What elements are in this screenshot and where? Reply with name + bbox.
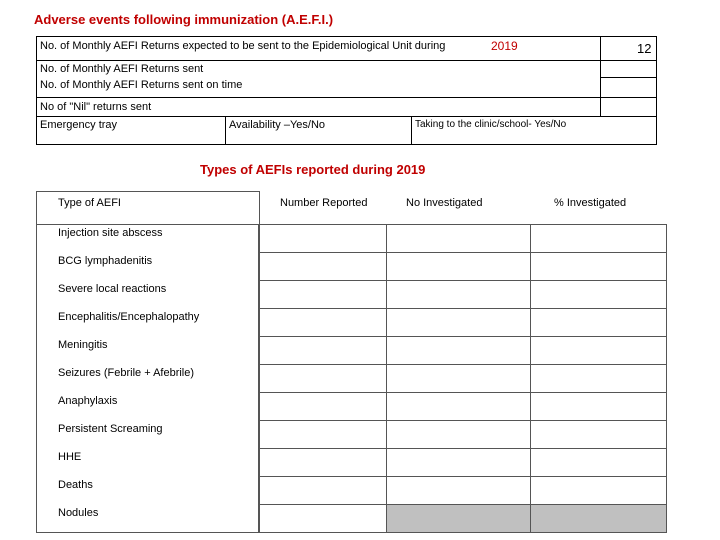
table-cell[interactable]	[530, 420, 667, 449]
header-type-of-aefi: Type of AEFI	[58, 197, 121, 209]
expected-returns-row	[36, 36, 657, 61]
table-cell[interactable]	[530, 336, 667, 365]
table-cell[interactable]	[530, 476, 667, 505]
emergency-tray-label: Emergency tray	[40, 119, 118, 131]
table-cell[interactable]	[258, 224, 387, 253]
table-row-label: Nodules	[58, 507, 99, 519]
returns-sent-label: No. of Monthly AEFI Returns sent	[40, 63, 204, 75]
table-cell[interactable]	[386, 392, 531, 421]
table-row-label: Anaphylaxis	[58, 395, 118, 407]
table-cell[interactable]	[530, 308, 667, 337]
table-row-label: Encephalitis/Encephalopathy	[58, 311, 200, 323]
aefi-table	[36, 191, 666, 535]
table-cell[interactable]	[530, 252, 667, 281]
table-cell[interactable]	[386, 448, 531, 477]
table-cell[interactable]	[386, 252, 531, 281]
table-row-label: Injection site abscess	[58, 227, 163, 239]
expected-returns-value: 12	[637, 41, 652, 56]
table-cell[interactable]	[258, 448, 387, 477]
table-cell[interactable]	[530, 280, 667, 309]
header-number-reported: Number Reported	[280, 197, 368, 209]
emergency-tray-row	[36, 116, 657, 145]
nil-returns-label: No of "Nil" returns sent	[40, 101, 152, 113]
table-cell[interactable]	[386, 308, 531, 337]
table-cell[interactable]	[258, 252, 387, 281]
table-cell[interactable]	[530, 504, 667, 533]
expected-year: 2019	[491, 39, 518, 53]
table-cell[interactable]	[386, 476, 531, 505]
table-row-label: Persistent Screaming	[58, 423, 163, 435]
table-cell[interactable]	[258, 280, 387, 309]
table-cell[interactable]	[386, 280, 531, 309]
header-percent-investigated: % Investigated	[554, 197, 627, 209]
table-row-label: Meningitis	[58, 339, 108, 351]
table-row-label: Severe local reactions	[58, 283, 167, 295]
availability-label: Availability –Yes/No	[229, 119, 326, 131]
table-cell[interactable]	[258, 504, 387, 533]
taking-to-clinic-label: Taking to the clinic/school- Yes/No	[415, 119, 567, 130]
table-cell[interactable]	[258, 392, 387, 421]
section-title: Types of AEFIs reported during 2019	[200, 162, 426, 177]
table-cell[interactable]	[258, 336, 387, 365]
table-cell[interactable]	[530, 392, 667, 421]
table-cell[interactable]	[386, 336, 531, 365]
returns-sent-row	[36, 60, 657, 98]
table-cell[interactable]	[386, 224, 531, 253]
table-cell[interactable]	[530, 224, 667, 253]
expected-returns-label: No. of Monthly AEFI Returns expected to be sent to the Epidemiological Unit during	[40, 40, 446, 52]
returns-on-time-label: No. of Monthly AEFI Returns sent on time	[40, 79, 243, 91]
nil-returns-row	[36, 97, 657, 117]
table-cell[interactable]	[386, 504, 531, 533]
page-title: Adverse events following immunization (A.E.F.I.)	[34, 12, 334, 27]
table-cell[interactable]	[258, 308, 387, 337]
table-row-label: BCG lymphadenitis	[58, 255, 153, 267]
header-no-investigated: No Investigated	[406, 197, 483, 209]
table-row-label: Seizures (Febrile + Afebrile)	[58, 367, 195, 379]
table-cell[interactable]	[258, 476, 387, 505]
table-cell[interactable]	[530, 448, 667, 477]
table-row-label: HHE	[58, 451, 82, 463]
table-row-label: Deaths	[58, 479, 93, 491]
table-cell[interactable]	[258, 420, 387, 449]
table-cell[interactable]	[386, 364, 531, 393]
table-cell[interactable]	[386, 420, 531, 449]
table-cell[interactable]	[258, 364, 387, 393]
label-column	[36, 224, 260, 533]
table-cell[interactable]	[530, 364, 667, 393]
